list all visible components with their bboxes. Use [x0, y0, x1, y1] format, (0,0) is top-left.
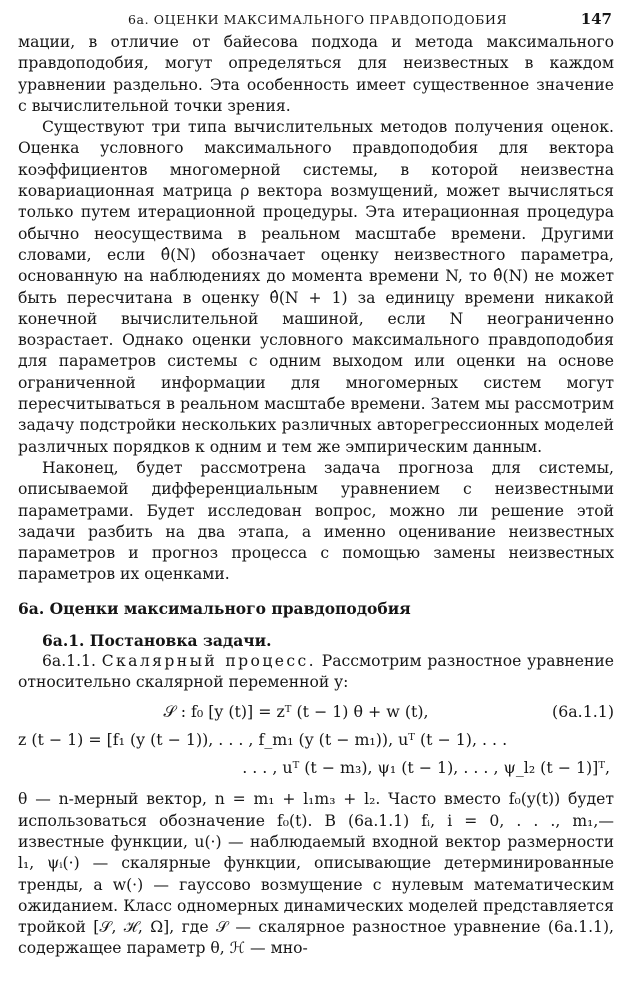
- equation-z-line-2: . . . , uᵀ (t − m₃), ψ₁ (t − 1), . . . , ψ_l₂ (t − 1)]ᵀ,: [242, 758, 610, 778]
- subsection-heading: 6а.1. Постановка задачи.: [42, 630, 272, 650]
- item-paragraph: [18, 651, 614, 694]
- running-head-title: 6а. ОЦЕНКИ МАКСИМАЛЬНОГО ПРАВДОПОДОБИЯ: [128, 12, 508, 27]
- paragraph-1: мации, в отличие от байесова подхода и метода максимального правдоподобия, могут определяться для неизвестных в каждом уравнении раздельно. Эта особенность имеет существенное значение с вычислительной точки зрения.: [18, 33, 614, 115]
- equation-number: (6а.1.1): [552, 702, 614, 722]
- item-text: Рассмотрим разностное уравнение относительно скалярной переменной y:: [18, 651, 614, 692]
- equation-z-line-1: z (t − 1) = [f₁ (y (t − 1)), . . . , f_m₁ (y (t − m₁)), uᵀ (t − 1), . . .: [18, 730, 508, 750]
- book-page: [18, 10, 614, 990]
- page-number: 147: [580, 10, 612, 28]
- paragraph-3: Наконец, будет рассмотрена задача прогноза для системы, описываемой дифференциальным уравнением с неизвестными параметрами. Будет исследован вопрос, можно ли решение этой задачи разбить на два этапа, а именно оценивание неизвестных параметров и прогноз процесса с помощью замены неизвестных параметров их оценками.: [18, 458, 614, 584]
- equation-main: [18, 699, 614, 727]
- item-title: Скалярный процесс.: [101, 651, 317, 670]
- paragraph-after-equation: θ — n-мерный вектор, n = m₁ + l₁m₃ + l₂. Часто вместо f₀(y(t)) будет использоваться обозначение f₀(t). В (6а.1.1) fᵢ, i = 0, . . ., m₁,— известные функции, u(·) — наблюдаемый входной вектор размерности l₁, ψᵢ(·) — скалярные функции, описывающие детерминированные тренды, а w(·) — гауссово возмущение с нулевым математическим ожиданием. Класс одномерных динамических моделей представляется тройкой [𝒮, ℋ, Ω], где 𝒮 — скалярное разностное уравнение (6а.1.1), содержащее параметр θ, ℋ — мно-: [18, 790, 614, 958]
- section-heading: 6а. Оценки максимального правдоподобия: [18, 598, 411, 618]
- item-number: 6а.1.1.: [42, 651, 96, 670]
- running-head: [18, 10, 614, 32]
- paragraph-2: Существуют три типа вычислительных методов получения оценок. Оценка условного максимального правдоподобия для вектора коэффициентов многомерной системы, в которой неизвестна ковариационная матрица ρ вектора возмущений, может вычисляться только путем итерационной процедуры. Эта итерационная процедура обычно неосуществима в реальном масштабе времени. Другими словами, если θ̂(N) обозначает оценку неизвестного параметра, основанную на наблюдениях до момента времени N, то θ̂(N) не может быть пересчитана в оценку θ̂(N + 1) за единицу времени никакой конечной вычислительной машиной, если N неограниченно возрастает. Однако оценки условного максимального правдоподобия для параметров системы с одним выходом или оценки на основе ограниченной информации для многомерных систем могут пересчитываться в реальном масштабе времени. Затем мы рассмотрим задачу подстройки нескольких различных авторегрессионных моделей различных порядков к одним и тем же эмпирическим данным.: [18, 118, 614, 456]
- equation-main-body: 𝒮 : f₀ [y (t)] = zᵀ (t − 1) θ + w (t),: [163, 702, 429, 722]
